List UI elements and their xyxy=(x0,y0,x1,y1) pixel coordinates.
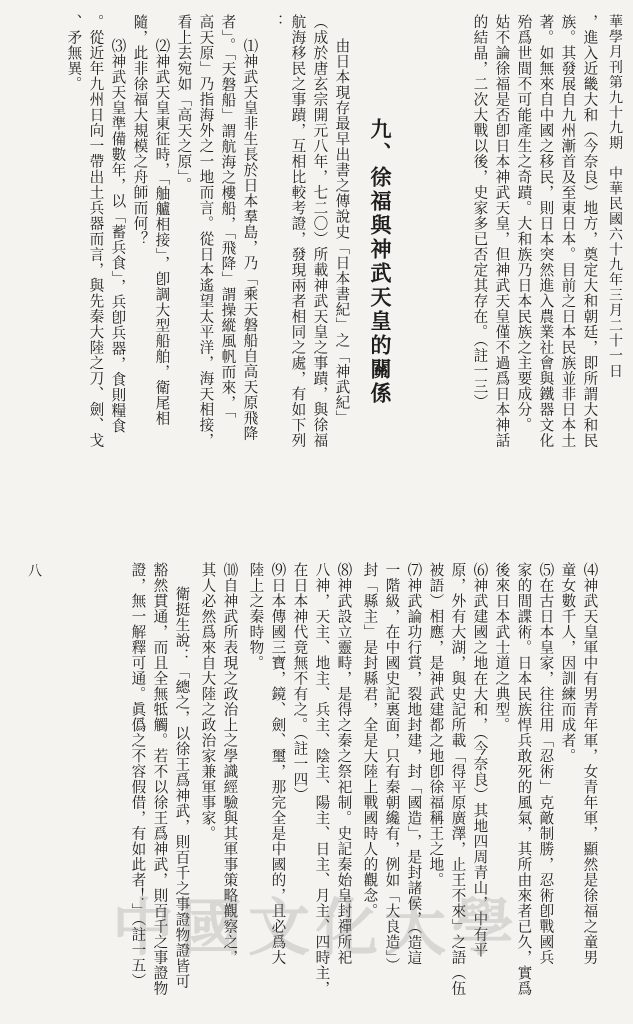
text-column: 殆爲世間不可能產生之奇蹟。大和族乃日本民族之主要成分。 xyxy=(515,14,533,433)
section-title: 九、徐福與神武天皇的關係 xyxy=(368,118,393,406)
list-item: ⑹神武建國之地在大和，（今奈良）其地四周青山，中有平 xyxy=(471,562,489,958)
text-column: 姑不論徐福是否卽日本神武天皇，但神武天皇僅不過爲日本神話 xyxy=(493,14,511,448)
list-item: ⑽自神武所表現之政治上之學識經驗與其軍事策略觀察之， xyxy=(221,562,239,965)
list-item: 八神，天主、地主、兵主、陰主、陽主、日主、月主、四時主， xyxy=(313,562,331,996)
list-item: ⑷神武天皇軍中有男青年軍，女青年軍，顯然是徐福之童男 xyxy=(581,562,599,965)
list-item: ⑶神武天皇準備數年，以「蓄兵食」，兵卽兵器，食則糧食 xyxy=(109,38,127,434)
quote-column: 證，無一解釋可通。眞僞之不容假借，有如此者！」（註一五） xyxy=(129,562,147,989)
list-item: 家的間諜術。日本民族悍兵敢死的風氣，其所由來者已久，實爲 xyxy=(515,562,533,996)
text-column: 航海移民之事蹟，互相比較考證，發現兩者相同之處，有如下列 xyxy=(289,14,307,448)
text-column: ： xyxy=(267,14,285,30)
text-column: （成於唐玄宗開元八年，七二〇）所載神武天皇之事蹟，與徐福 xyxy=(311,14,329,448)
university-watermark: 中國文化大學 xyxy=(112,891,521,964)
list-item: 看上去宛如「高天之原」。 xyxy=(175,14,193,193)
list-item: 。從近年九州日向一帶出土兵器而言，與先秦大陸之刀、劍、戈 xyxy=(87,14,105,448)
list-item: 者」。「天磐船」謂航海之樓船，「飛降」謂操縱風帆而來，「 xyxy=(219,14,237,419)
text-column: 著。如無來自中國之移民，則日本突然進入農業社會與鐵器文化 xyxy=(537,14,555,448)
list-item: 童女數千人，因訓練而成者。 xyxy=(559,562,577,764)
list-item: 其人必然爲來自大陸之政治家兼軍事家。 xyxy=(199,562,217,841)
text-column: 族。其發展自九州漸首及至東日本。目前之日本民族並非日本土 xyxy=(559,14,577,448)
list-item: 後來日本武士道之典型。 xyxy=(493,562,511,733)
journal-header: 華學月刊第九十九期 中華民國六十九年三月二十一日 xyxy=(607,14,623,379)
list-item: ⑸在古日本皇家，往往用「忍術」克敵制勝，忍術卽戰國兵 xyxy=(537,562,555,965)
list-item: 高天原」乃指海外之一地而言。從日本遙望太平洋，海天相接， xyxy=(197,14,215,448)
quote-column: 衛挺生說：「總之，以徐王爲神武，則百千之事證物證皆可 xyxy=(173,586,191,989)
list-item: ⑴神武天皇非生長於日本羣島，乃「乘天磐船自高天原飛降 xyxy=(241,38,259,441)
list-item: ⑼日本傳國三寶，鏡、劍、璽，那完全是中國的，且必爲大 xyxy=(269,562,287,965)
list-item: ⑵神武天皇東征時，「舳艫相接」，卽調大型船舶，衛尾相 xyxy=(153,38,171,427)
list-item: 一階級，在中國史記裏面，只有秦朝纔有，例如「大良造」） xyxy=(383,562,401,974)
list-item: 被語）相應，是神武建都之地卽徐福稱王之地。 xyxy=(427,562,445,888)
list-item: ⑻神武設立靈畤，是得之秦之祭祀制。史記秦始皇封禪所祀 xyxy=(335,562,353,965)
text-column: 的結晶，二次大戰以後，史家多已否定其存在。（註一三） xyxy=(471,14,489,410)
list-item: 原，外有大湖，與史記所載「得平原廣澤，止王不來」之語（伍 xyxy=(449,562,467,996)
text-column: 由日本現存最早出書之傳說史「日本書紀」之「神武紀」 xyxy=(333,38,351,426)
list-item: 隨，此非徐福大規模之舟師而何？ xyxy=(131,14,149,247)
list-item: 陸上之秦時物。 xyxy=(247,562,265,671)
page-number: 八 xyxy=(26,563,42,577)
list-item: ⑺神武論功行賞，裂地封建，封「國造」，是封諸侯，（造這 xyxy=(405,562,423,966)
list-item: 在日本神代竟無不有之。（註一四） xyxy=(291,562,309,803)
quote-column: 豁然貫通，而且全無牴觸。若不以徐王爲神武，則百千之事證物 xyxy=(151,562,169,996)
list-item: 、矛無異。 xyxy=(65,14,83,92)
text-column: ，進入近畿大和（今奈良）地方，奠定大和朝廷，即所謂大和民 xyxy=(581,14,599,448)
list-item: 封「縣主」是封縣君，全是大陸上戰國時人的觀念。 xyxy=(361,562,379,919)
